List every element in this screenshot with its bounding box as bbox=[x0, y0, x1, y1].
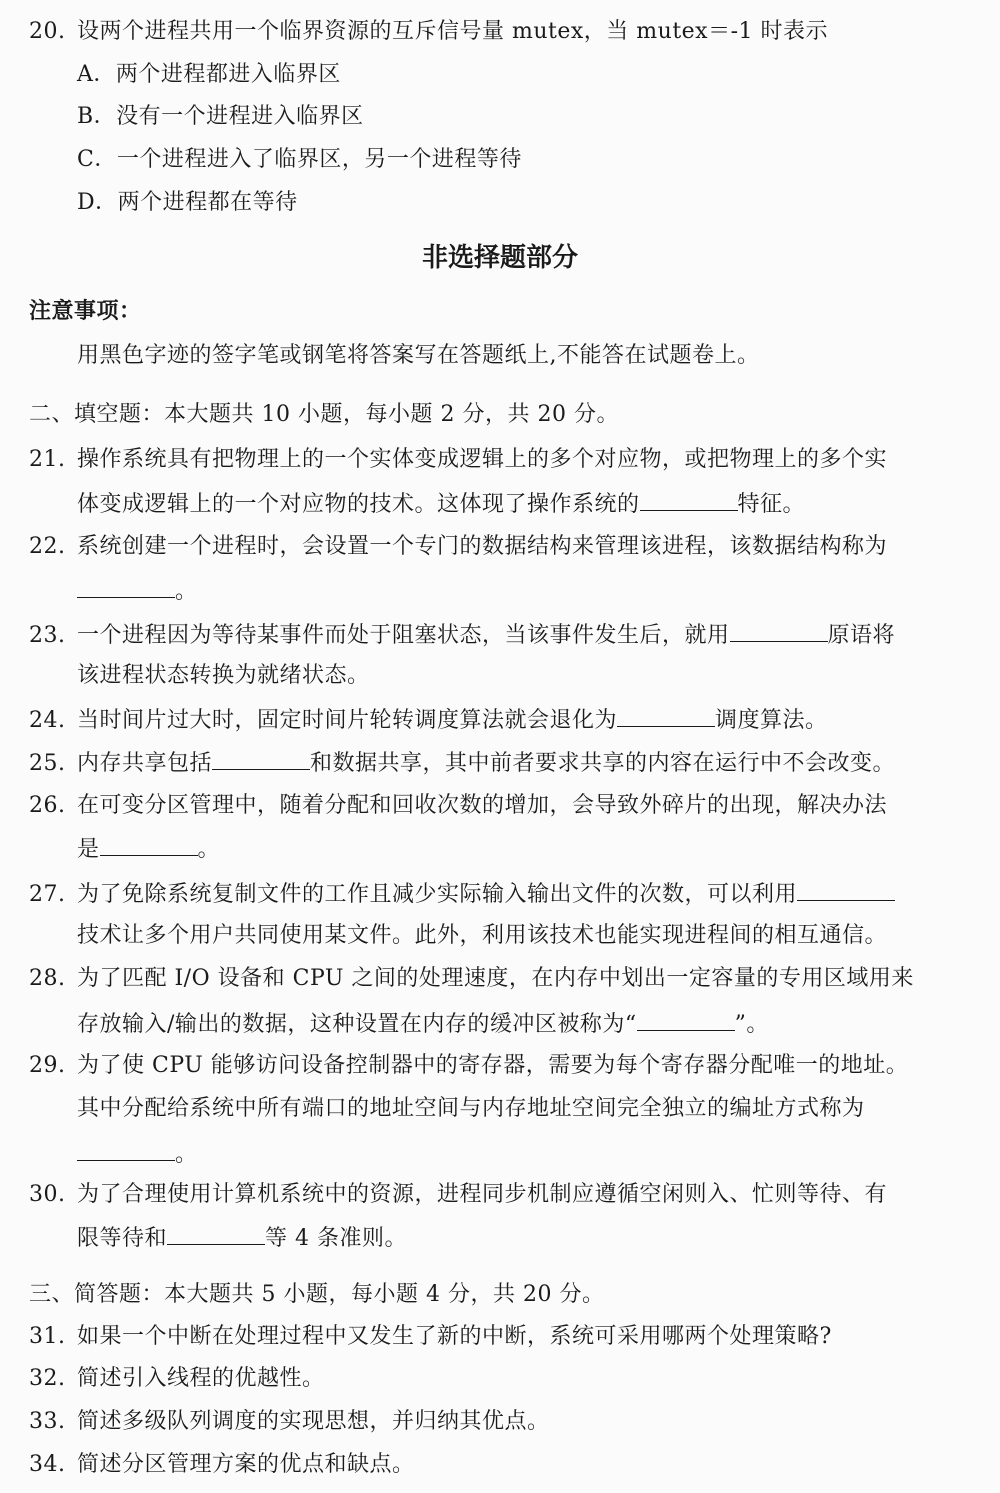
option-b bbox=[77, 102, 364, 132]
question-21 bbox=[29, 445, 887, 475]
question-26 bbox=[29, 791, 887, 821]
question-text: 等 4 条准则。 bbox=[265, 1226, 407, 1251]
question-text: 简述多级队列调度的实现思想，并归纳其优点。 bbox=[77, 1409, 550, 1434]
question-text: 当时间片过大时，固定时间片轮转调度算法就会退化为 bbox=[77, 708, 618, 733]
answer-blank bbox=[797, 878, 895, 901]
option-text: 两个进程都在等待 bbox=[117, 190, 298, 215]
answer-blank bbox=[212, 747, 310, 770]
question-23-cont: 该进程状态转换为就绪状态。 bbox=[77, 663, 370, 688]
question-text: 简述引入线程的优越性。 bbox=[77, 1366, 325, 1391]
question-number: 29. bbox=[29, 1053, 66, 1078]
question-number: 25. bbox=[29, 751, 66, 776]
question-number: 28. bbox=[29, 966, 66, 991]
notice-text: 用黑色字迹的签字笔或钢笔将答案写在答题纸上,不能答在试题卷上。 bbox=[77, 343, 760, 368]
question-32 bbox=[29, 1364, 325, 1394]
question-text: 。 bbox=[175, 1142, 198, 1167]
answer-blank bbox=[730, 619, 828, 642]
question-30 bbox=[29, 1180, 887, 1210]
question-29-cont2 bbox=[77, 1138, 198, 1170]
question-text: 体变成逻辑上的一个对应物的技术。这体现了操作系统的 bbox=[77, 492, 640, 517]
question-number: 31. bbox=[29, 1324, 66, 1349]
question-number: 22. bbox=[29, 534, 66, 559]
question-number: 20. bbox=[29, 19, 66, 44]
question-text: 。 bbox=[197, 837, 221, 862]
question-number: 33. bbox=[29, 1409, 66, 1434]
answer-blank bbox=[167, 1222, 265, 1245]
question-27 bbox=[29, 878, 895, 910]
answer-blank bbox=[640, 488, 738, 511]
question-29 bbox=[29, 1051, 908, 1081]
question-text: 是 bbox=[77, 837, 100, 862]
question-text: 操作系统具有把物理上的一个实体变成逻辑上的多个对应物，或把物理上的多个实 bbox=[77, 447, 888, 472]
option-d bbox=[77, 188, 298, 218]
option-c bbox=[77, 145, 522, 175]
question-text: 系统创建一个进程时，会设置一个专门的数据结构来管理该进程，该数据结构称为 bbox=[77, 534, 888, 559]
question-text: 一个进程因为等待某事件而处于阻塞状态，当该事件发生后，就用 bbox=[77, 623, 730, 648]
question-number: 26. bbox=[29, 793, 66, 818]
question-text: 简述分区管理方案的优点和缺点。 bbox=[77, 1452, 415, 1477]
question-28 bbox=[29, 964, 914, 994]
question-number: 23. bbox=[29, 623, 66, 648]
option-a bbox=[77, 60, 341, 90]
part3-header: 三、简答题：本大题共 5 小题，每小题 4 分，共 20 分。 bbox=[29, 1282, 605, 1307]
question-number: 21. bbox=[29, 447, 66, 472]
question-21-cont bbox=[77, 488, 805, 520]
answer-blank bbox=[617, 704, 715, 727]
section-title: 非选择题部分 bbox=[421, 243, 578, 273]
question-25 bbox=[29, 747, 895, 779]
question-text: 内存共享包括 bbox=[77, 751, 213, 776]
option-text: 两个进程都进入临界区 bbox=[115, 62, 341, 87]
question-number: 27. bbox=[29, 882, 66, 907]
question-31 bbox=[29, 1322, 832, 1352]
option-text: 一个进程进入了临界区，另一个进程等待 bbox=[116, 147, 522, 172]
question-text: 存放输入/输出的数据，这种设置在内存的缓冲区被称为“ bbox=[77, 1012, 637, 1037]
question-text: 特征。 bbox=[737, 492, 806, 517]
question-text: 如果一个中断在处理过程中又发生了新的中断，系统可采用哪两个处理策略? bbox=[77, 1324, 832, 1349]
question-text: 调度算法。 bbox=[715, 708, 828, 733]
question-29-cont: 其中分配给系统中所有端口的地址空间与内存地址空间完全独立的编址方式称为 bbox=[77, 1096, 865, 1121]
answer-blank bbox=[100, 833, 198, 856]
question-text: 原语将 bbox=[827, 623, 896, 648]
option-label: A． bbox=[77, 62, 116, 87]
question-23 bbox=[29, 619, 895, 651]
question-text: 为了使 CPU 能够访问设备控制器中的寄存器，需要为每个寄存器分配唯一的地址。 bbox=[77, 1053, 909, 1078]
question-number: 30. bbox=[29, 1182, 66, 1207]
notice-label: 注意事项： bbox=[29, 299, 142, 324]
option-label: D． bbox=[77, 190, 118, 215]
question-22-cont bbox=[77, 575, 198, 607]
question-30-cont bbox=[77, 1222, 407, 1254]
answer-blank bbox=[637, 1008, 735, 1031]
answer-blank bbox=[77, 1138, 175, 1161]
question-27-cont: 技术让多个用户共同使用某文件。此外，利用该技术也能实现进程间的相互通信。 bbox=[77, 923, 888, 948]
part2-header: 二、填空题：本大题共 10 小题，每小题 2 分，共 20 分。 bbox=[29, 402, 619, 427]
question-28-cont bbox=[77, 1008, 769, 1040]
answer-blank bbox=[77, 575, 175, 598]
question-number: 34. bbox=[29, 1452, 66, 1477]
question-number: 24. bbox=[29, 708, 66, 733]
question-text: 为了匹配 I/O 设备和 CPU 之间的处理速度，在内存中划出一定容量的专用区域用来 bbox=[77, 966, 914, 991]
question-text: 设两个进程共用一个临界资源的互斥信号量 mutex，当 mutex＝-1 时表示 bbox=[77, 19, 829, 44]
question-26-cont bbox=[77, 833, 220, 865]
question-text: 在可变分区管理中，随着分配和回收次数的增加，会导致外碎片的出现，解决办法 bbox=[77, 793, 888, 818]
question-34 bbox=[29, 1450, 415, 1480]
question-text: 为了免除系统复制文件的工作且减少实际输入输出文件的次数，可以利用 bbox=[77, 882, 798, 907]
question-text: 和数据共享，其中前者要求共享的内容在运行中不会改变。 bbox=[310, 751, 896, 776]
option-text: 没有一个进程进入临界区 bbox=[116, 104, 364, 129]
question-text: ”。 bbox=[734, 1012, 769, 1037]
option-label: B． bbox=[77, 104, 117, 129]
question-text: 限等待和 bbox=[77, 1226, 168, 1251]
question-22 bbox=[29, 532, 887, 562]
question-20 bbox=[29, 17, 828, 47]
question-33 bbox=[29, 1407, 550, 1437]
question-24 bbox=[29, 704, 828, 736]
question-text: 为了合理使用计算机系统中的资源，进程同步机制应遵循空闲则入、忙则等待、有 bbox=[77, 1182, 888, 1207]
question-number: 32. bbox=[29, 1366, 66, 1391]
option-label: C． bbox=[77, 147, 117, 172]
question-text: 。 bbox=[175, 579, 198, 604]
